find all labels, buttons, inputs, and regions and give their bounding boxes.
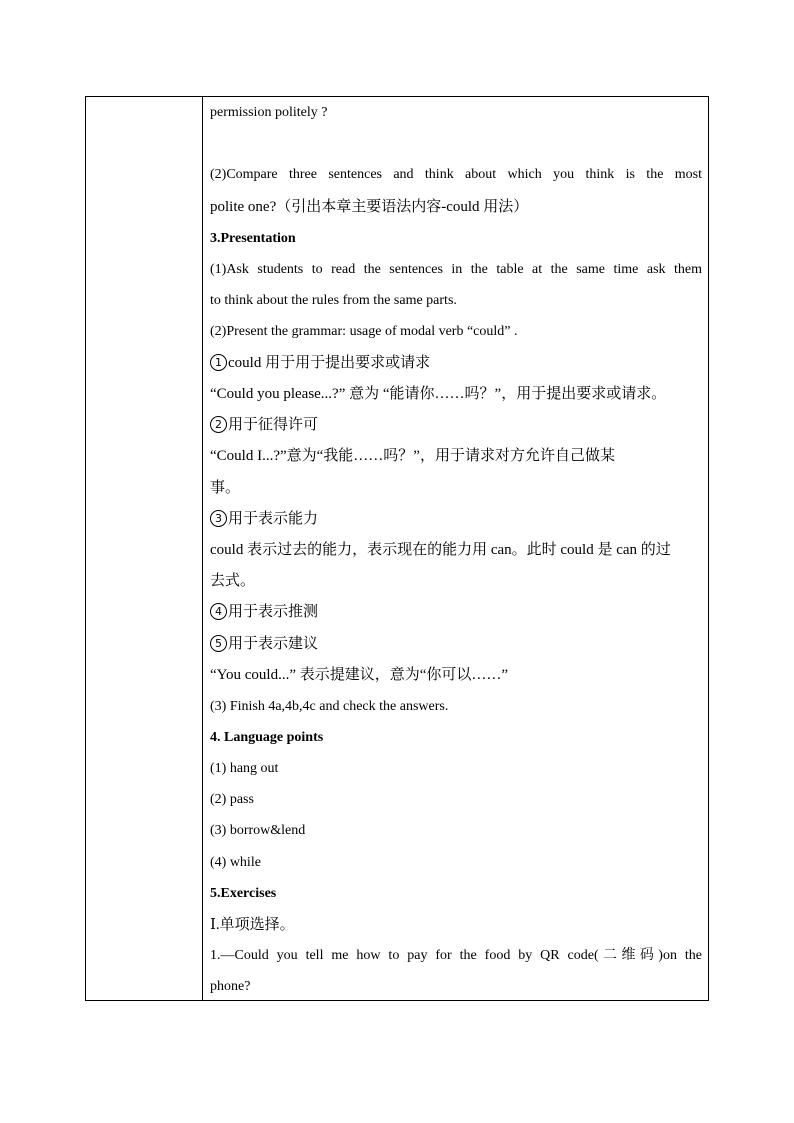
numbered-point [210, 509, 702, 529]
circled-number-4: 4 [210, 603, 227, 620]
text-line: to think about the rules from the same parts. [210, 293, 457, 308]
text-line: (2)Present the grammar: usage of modal verb “could” . [210, 324, 518, 339]
section-heading-language-points: 4. Language points [210, 730, 324, 745]
text-line: 去式。 [210, 573, 256, 589]
list-item: (2) pass [210, 792, 254, 807]
table-left-cell [86, 97, 203, 1000]
text-line: 事。 [210, 480, 241, 496]
circled-number-1: 1 [210, 354, 227, 371]
numbered-point [210, 353, 702, 373]
table-right-cell [210, 97, 702, 1000]
circled-number-5: 5 [210, 635, 227, 652]
point-text: could 用于用于提出要求或请求 [228, 355, 431, 371]
numbered-point [210, 415, 702, 435]
text-line: polite one?（引出本章主要语法内容-could 用法） [210, 199, 529, 215]
text-line: (1)Ask students to read the sentences in the table at the same time ask them [210, 262, 702, 277]
section-heading-exercises: 5.Exercises [210, 886, 277, 901]
text-line: “Could I...?”意为“我能……吗？”，用于请求对方允许自己做某 [210, 448, 615, 464]
text-line: Ⅰ.单项选择。 [210, 917, 295, 933]
list-item: (4) while [210, 855, 261, 870]
numbered-point [210, 602, 702, 622]
text-line: (2)Compare three sentences and think about which you think is the most [210, 167, 702, 182]
list-item: (1) hang out [210, 761, 279, 776]
text-line: (3) Finish 4a,4b,4c and check the answers. [210, 699, 449, 714]
point-text: 用于表示能力 [228, 511, 319, 527]
list-item: (3) borrow&lend [210, 823, 306, 838]
point-text: 用于征得许可 [228, 417, 319, 433]
circled-number-3: 3 [210, 510, 227, 527]
text-line: could 表示过去的能力，表示现在的能力用 can。此时 could 是 can 的过 [210, 542, 671, 558]
section-heading-presentation: 3.Presentation [210, 231, 296, 246]
text-line: “Could you please...?” 意为 “能请你……吗？”，用于提出要求或请求。 [210, 386, 667, 402]
text-line: “You could...” 表示提建议，意为“你可以……” [210, 667, 509, 683]
numbered-point [210, 634, 702, 654]
text-line: phone? [210, 979, 251, 994]
circled-number-2: 2 [210, 416, 227, 433]
point-text: 用于表示建议 [228, 636, 319, 652]
text-line: permission politely ? [210, 105, 328, 120]
text-line: 1.—Could you tell me how to pay for the food by QR code(二维码)on the [210, 948, 702, 963]
lesson-plan-table [85, 96, 709, 1001]
point-text: 用于表示推测 [228, 604, 319, 620]
